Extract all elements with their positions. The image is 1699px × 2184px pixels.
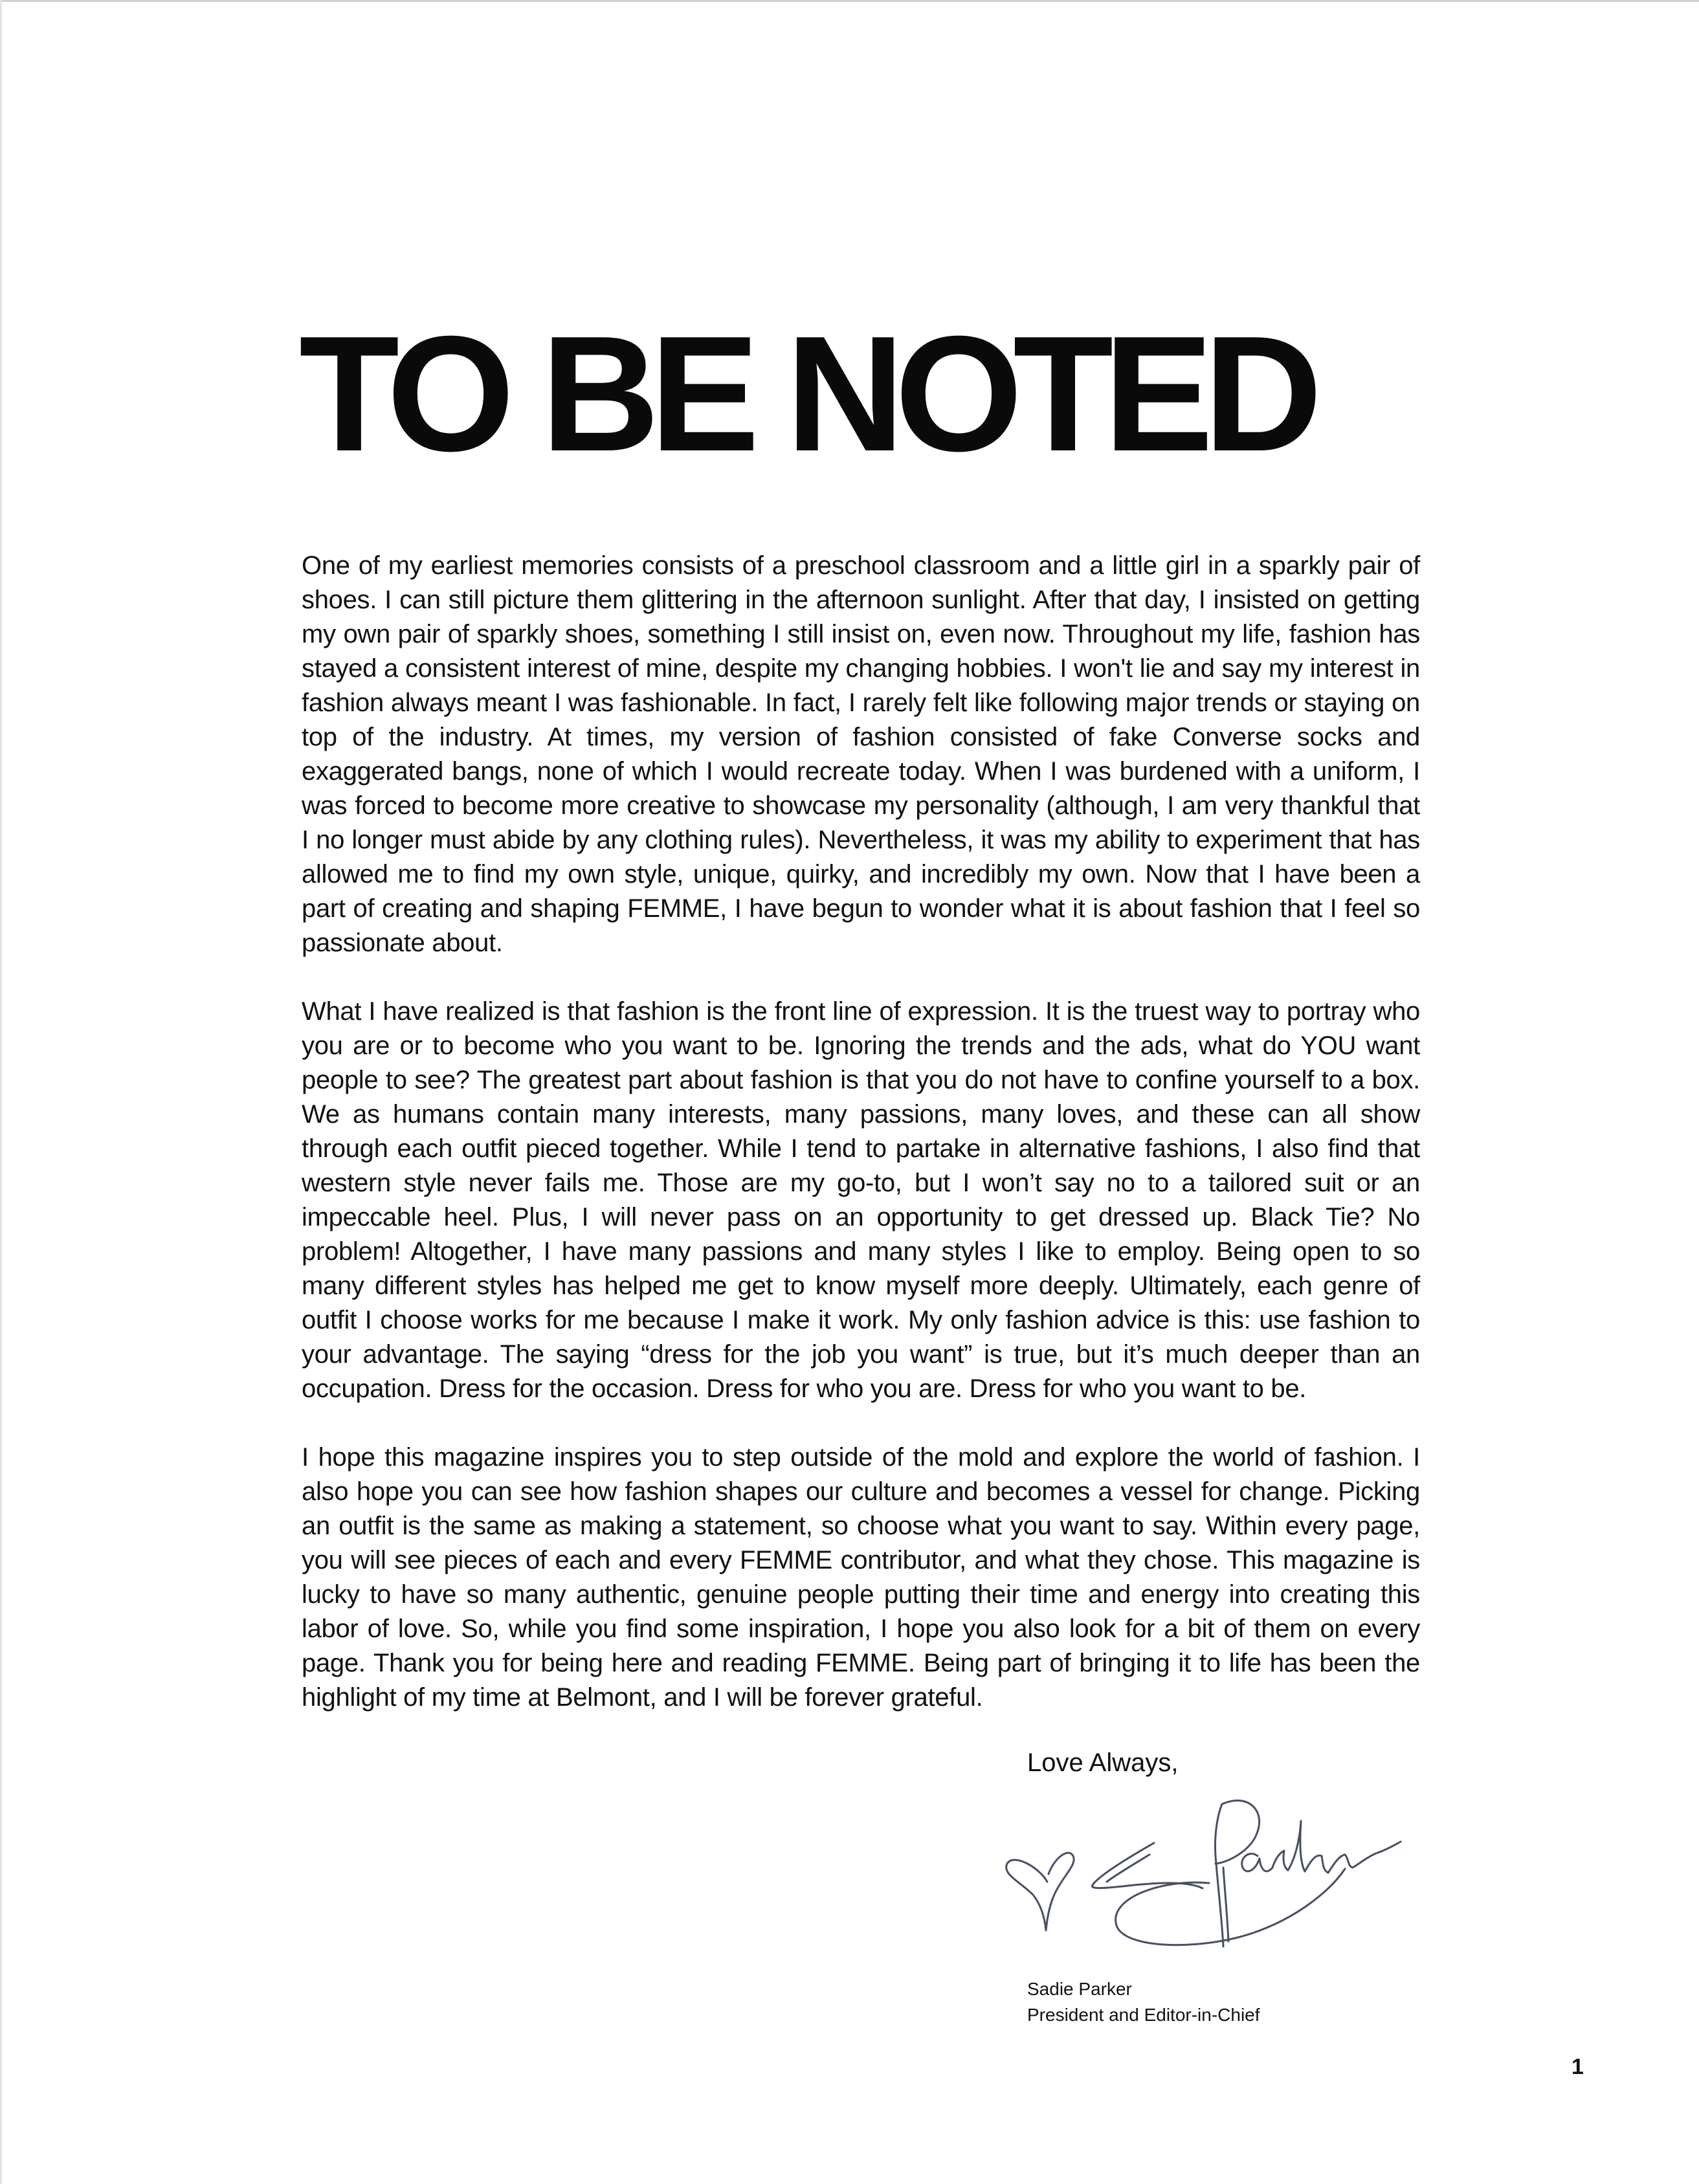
page-top-edge bbox=[0, 0, 1699, 2]
letter-paragraph-3: I hope this magazine inspires you to step outside of the mold and explore the world of fashion. I also hope you can see how fashion shapes our culture and becomes a vessel for change. Picking an outfit is the same as making a statement, so choose what you want to say. Within every page, you will see pieces of each and every FEMME contributor, and what they chose. This magazine is lucky to have so many authentic, genuine people putting their time and energy into creating this labor of love. So, while you find some inspiration, I hope you also look for a bit of them on every page. Thank you for being here and reading FEMME. Being part of bringing it to life has been the highlight of my time at Belmont, and I will be forever grateful. bbox=[302, 1443, 1420, 1712]
signature-icon bbox=[995, 1791, 1436, 1953]
page-title: TO BE NOTED bbox=[299, 302, 1313, 485]
signer-role: President and Editor-in-Chief bbox=[1027, 2005, 1260, 2025]
signer-block bbox=[1027, 1976, 1260, 2028]
page-number: 1 bbox=[1571, 2055, 1584, 2079]
letter-paragraph-1: One of my earliest memories consists of a preschool classroom and a little girl in a sparkly pair of shoes. I can still picture them glittering in the afternoon sunlight. After that day, I insisted on getting my own pair of sparkly shoes, something I still insist on, even now. Throughout my life, fashion has stayed a consistent interest of mine, despite my changing hobbies. I won't lie and say my interest in fashion always meant I was fashionable. In fact, I rarely felt like following major trends or staying on top of the industry. At times, my version of fashion consisted of fake Converse socks and exaggerated bangs, none of which I would recreate today. When I was burdened with a uniform, I was forced to become more creative to showcase my personality (although, I am very thankful that I no longer must abide by any clothing rules). Nevertheless, it was my ability to experiment that has allowed me to find my own style, unique, quirky, and incredibly my own. Now that I have been a part of creating and shaping FEMME, I have begun to wonder what it is about fashion that I feel so passionate about. bbox=[302, 551, 1420, 957]
signer-name: Sadie Parker bbox=[1027, 1979, 1132, 1999]
letter-paragraph-2: What I have realized is that fashion is the front line of expression. It is the truest way to portray who you are or to become who you want to be. Ignoring the trends and the ads, what do YOU want people to see? The greatest part about fashion is that you do not have to confine yourself to a box. We as humans contain many interests, many passions, many loves, and these can all show through each outfit pieced together. While I tend to partake in alternative fashions, I also find that western style never fails me. Those are my go-to, but I won’t say no to a tailored suit or an impeccable heel. Plus, I will never pass on an opportunity to get dressed up. Black Tie? No problem! Altogether, I have many passions and many styles I like to employ. Being open to so many different styles has helped me get to know myself more deeply. Ultimately, each genre of outfit I choose works for me because I make it work. My only fashion advice is this: use fashion to your advantage. The saying “dress for the job you want” is true, but it’s much deeper than an occupation. Dress for the occasion. Dress for who you are. Dress for who you want to be. bbox=[302, 997, 1420, 1403]
page-left-edge bbox=[0, 0, 2, 2184]
letter-body bbox=[302, 549, 1420, 1749]
closing-line: Love Always, bbox=[1027, 1748, 1179, 1777]
